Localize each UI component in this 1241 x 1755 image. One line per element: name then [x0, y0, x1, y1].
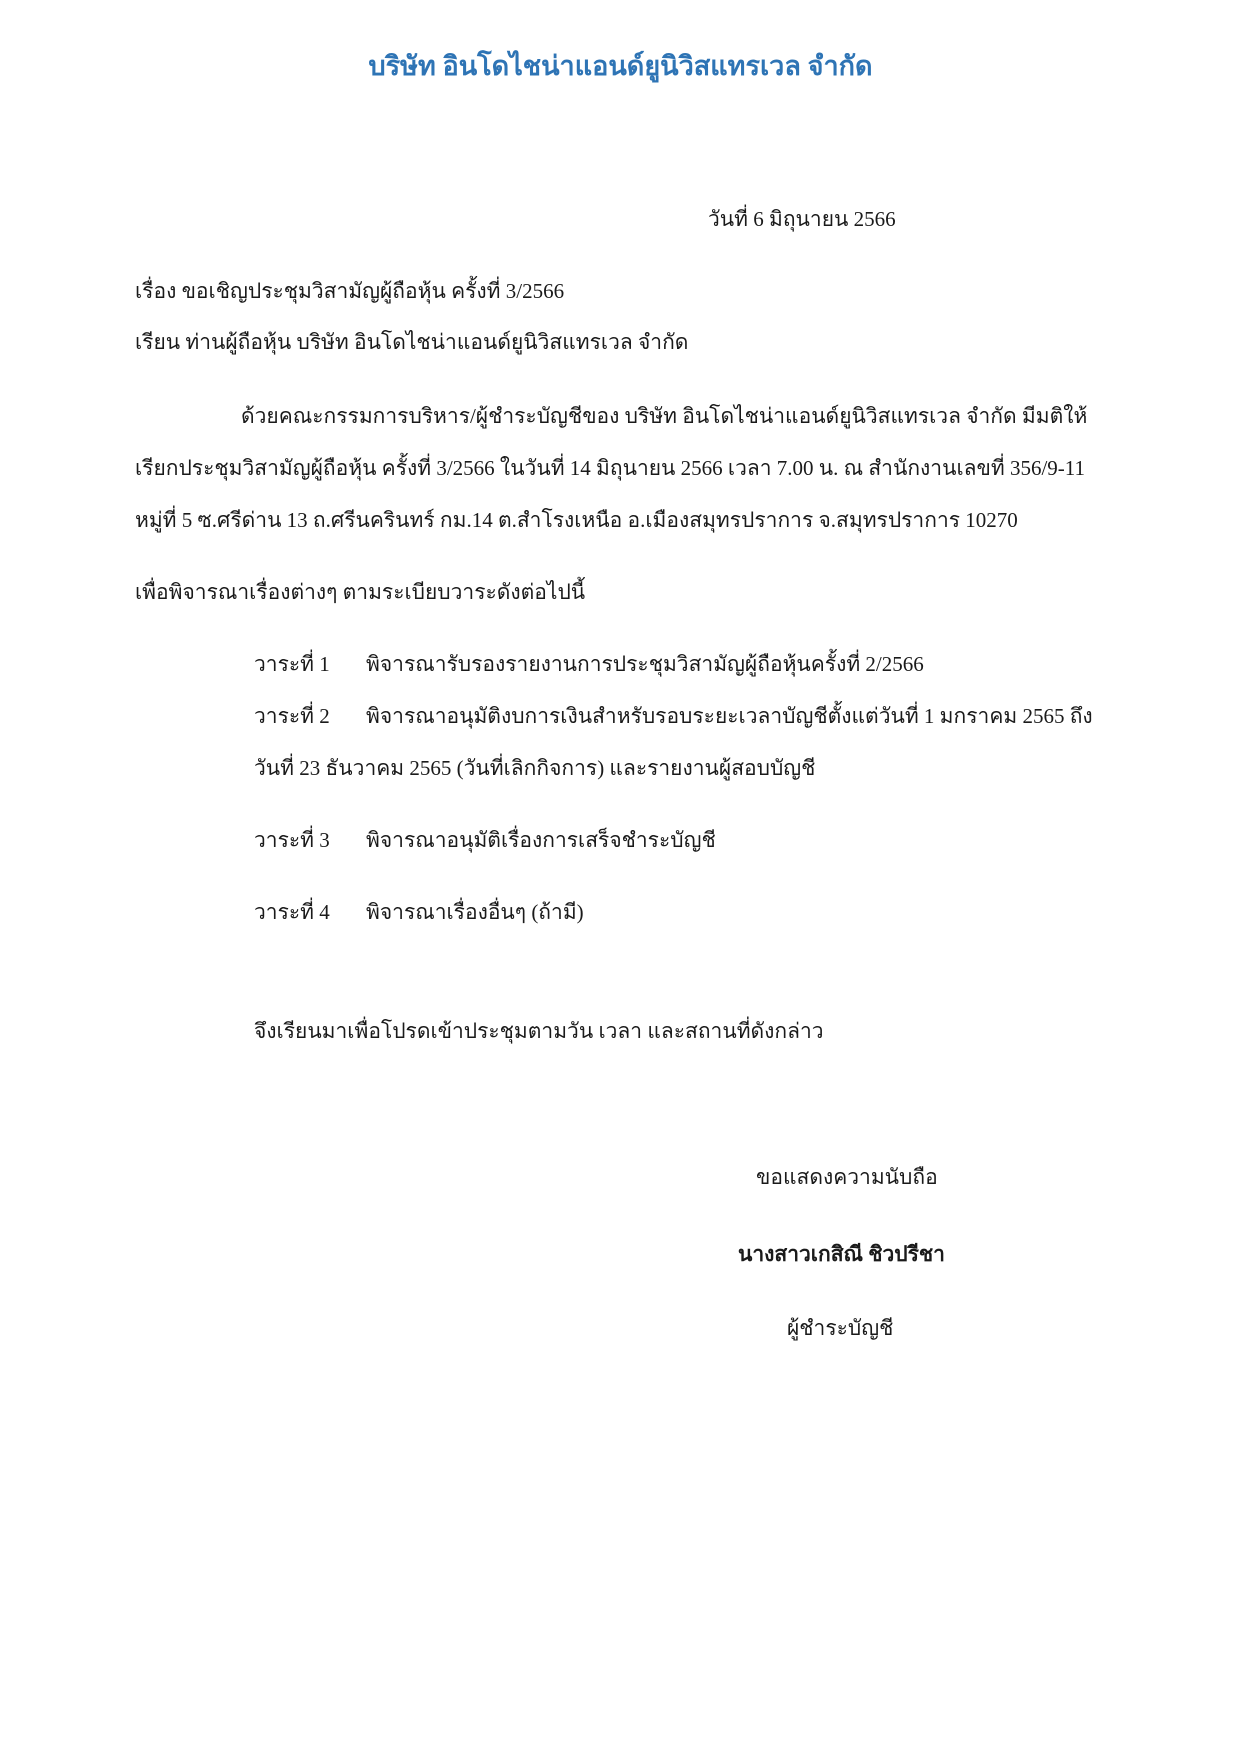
agenda-item-4-text: พิจารณาเรื่องอื่นๆ (ถ้ามี) — [366, 900, 584, 924]
agenda-item-1-number: วาระที่ 1 — [254, 652, 330, 676]
closing-salutation: ขอแสดงความนับถือ — [756, 1165, 938, 1189]
letter-date: วันที่ 6 มิถุนายน 2566 — [708, 207, 896, 231]
body-paragraph-line-2: เรียกประชุมวิสามัญผู้ถือหุ้น ครั้งที่ 3/2566 ในวันที่ 14 มิถุนายน 2566 เวลา 7.00 น. ณ สำนักงานเลขที่ 356/9-11 — [135, 456, 1085, 480]
body-paragraph-line-1: ด้วยคณะกรรมการบริหาร/ผู้ชำระบัญชีของ บริษัท อินโดไชน่าแอนด์ยูนิวิสแทรเวล จำกัด มีมติให้ — [241, 404, 1088, 428]
agenda-item-1-text: พิจารณารับรองรายงานการประชุมวิสามัญผู้ถือหุ้นครั้งที่ 2/2566 — [366, 652, 924, 676]
signer-title: ผู้ชำระบัญชี — [787, 1316, 894, 1340]
conclusion-text: จึงเรียนมาเพื่อโปรดเข้าประชุมตามวัน เวลา และสถานที่ดังกล่าว — [254, 1019, 824, 1043]
letter-subject: เรื่อง ขอเชิญประชุมวิสามัญผู้ถือหุ้น ครั้งที่ 3/2566 — [135, 279, 565, 303]
agenda-item-2-number: วาระที่ 2 — [254, 704, 330, 728]
agenda-item-2-text: พิจารณาอนุมัติงบการเงินสำหรับรอบระยะเวลาบัญชีตั้งแต่วันที่ 1 มกราคม 2565 ถึง — [366, 704, 1093, 728]
agenda-item-3-text: พิจารณาอนุมัติเรื่องการเสร็จชำระบัญชี — [366, 828, 716, 852]
agenda-item-3-number: วาระที่ 3 — [254, 828, 330, 852]
letter-salutation: เรียน ท่านผู้ถือหุ้น บริษัท อินโดไชน่าแอนด์ยูนิวิสแทรเวล จำกัด — [135, 330, 689, 354]
agenda-item-4-number: วาระที่ 4 — [254, 900, 330, 924]
signer-name: นางสาวเกสิณี ชิวปรีชา — [738, 1242, 945, 1266]
body-paragraph-line-3: หมู่ที่ 5 ซ.ศรีด่าน 13 ถ.ศรีนครินทร์ กม.14 ต.สำโรงเหนือ อ.เมืองสมุทรปราการ จ.สมุทรปราการ 10270 — [135, 508, 1018, 532]
agenda-item-2-continuation: วันที่ 23 ธันวาคม 2565 (วันที่เลิกกิจการ) และรายงานผู้สอบบัญชี — [254, 756, 816, 780]
company-title: บริษัท อินโดไชน่าแอนด์ยูนิวิสแทรเวล จำกัด — [368, 51, 873, 81]
agenda-intro: เพื่อพิจารณาเรื่องต่างๆ ตามระเบียบวาระดังต่อไปนี้ — [135, 580, 586, 604]
